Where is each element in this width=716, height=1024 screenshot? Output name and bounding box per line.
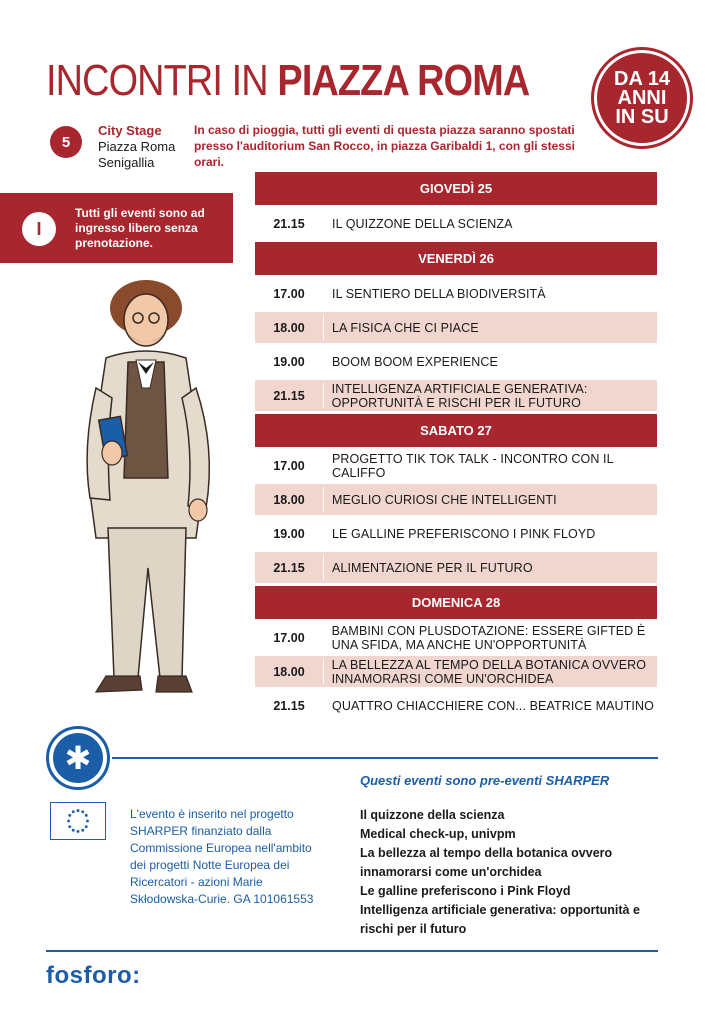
age-line-2: ANNI (617, 86, 667, 109)
pre-event-item: La bellezza al tempo della botanica ovvero innamorarsi come un'orchidea (360, 846, 613, 879)
divider-top (112, 757, 658, 759)
title-thin: INCONTRI IN (46, 56, 278, 105)
event-time: 17.00 (273, 286, 305, 301)
day-header: GIOVEDÌ 25 (255, 172, 657, 205)
pre-event-item: Medical check-up, univpm (360, 827, 516, 841)
event-title: IL SENTIERO DELLA BIODIVERSITÀ (332, 286, 546, 301)
event-title: LA FISICA CHE CI PIACE (332, 320, 479, 335)
scientist-illustration-icon (66, 278, 236, 708)
event-title: BAMBINI CON PLUSDOTAZIONE: ESSERE GIFTED È UNA SFIDA, MA ANCHE UN'OPPORTUNITÀ (331, 623, 646, 652)
event-time: 21.15 (273, 560, 305, 575)
info-icon: I (22, 212, 56, 246)
event-row (255, 687, 657, 721)
event-time: 17.00 (273, 458, 305, 473)
schedule-table (255, 172, 657, 721)
event-time: 21.15 (273, 698, 305, 713)
event-title: INTELLIGENZA ARTIFICIALE GENERATIVA: OPPORTUNITÀ E RISCHI PER IL FUTURO (331, 381, 588, 410)
pre-events-title: Questi eventi sono pre-eventi SHARPER (360, 773, 610, 788)
pre-events-list (360, 806, 660, 939)
event-title: LA BELLEZZA AL TEMPO DELLA BOTANICA OVVERO INNAMORARSI COME UN'ORCHIDEA (331, 657, 647, 686)
age-line-1: DA 14 (614, 67, 670, 90)
event-time: 18.00 (273, 492, 305, 507)
location-number-badge: 5 (50, 126, 82, 158)
event-time: 19.00 (273, 526, 305, 541)
page-title (46, 56, 529, 106)
event-time: 17.00 (273, 630, 305, 645)
day-header: SABATO 27 (255, 414, 657, 447)
stage-name: City Stage (98, 123, 162, 138)
event-time: 19.00 (273, 354, 305, 369)
event-row (255, 515, 657, 549)
event-row (255, 343, 657, 377)
location-info (98, 123, 175, 171)
square-name: Piazza Roma (98, 139, 176, 154)
eu-flag-icon (50, 802, 106, 840)
event-title: LE GALLINE PREFERISCONO I PINK FLOYD (332, 526, 596, 541)
event-time: 21.15 (273, 388, 305, 403)
event-time: 21.15 (273, 216, 305, 231)
day-header: VENERDÌ 26 (255, 242, 657, 275)
event-title: MEGLIO CURIOSI CHE INTELLIGENTI (332, 492, 557, 507)
title-bold: PIAZZA ROMA (277, 56, 530, 105)
event-row (255, 377, 657, 411)
rain-note: In caso di pioggia, tutti gli eventi di questa piazza saranno spostati presso l'auditorium San Rocco, in piazza Garibaldi 1, con gli stessi orari. (194, 123, 575, 169)
event-row (255, 205, 657, 239)
day-header: DOMENICA 28 (255, 586, 657, 619)
age-badge (594, 50, 690, 146)
divider-bottom (46, 950, 658, 952)
event-time: 18.00 (273, 664, 305, 679)
event-row (255, 619, 657, 653)
event-title: IL QUIZZONE DELLA SCIENZA (332, 216, 513, 231)
event-title: QUATTRO CHIACCHIERE CON... BEATRICE MAUTINO (332, 698, 654, 713)
event-row (255, 481, 657, 515)
sharper-snowflake-icon: ✱ (46, 726, 110, 790)
event-title: ALIMENTAZIONE PER IL FUTURO (332, 560, 533, 575)
event-title: PROGETTO TIK TOK TALK - INCONTRO CON IL CALIFFO (331, 451, 614, 480)
pre-event-item: Intelligenza artificiale generativa: opportunità e rischi per il futuro (360, 903, 640, 936)
city-name: Senigallia (98, 155, 155, 170)
event-row (255, 447, 657, 481)
event-row (255, 275, 657, 309)
event-time: 18.00 (273, 320, 305, 335)
event-row (255, 549, 657, 583)
fosforo-logo: fosforo: (46, 962, 141, 989)
event-row (255, 309, 657, 343)
pre-event-item: Il quizzone della scienza (360, 808, 505, 822)
event-row (255, 653, 657, 687)
event-title: BOOM BOOM EXPERIENCE (332, 354, 498, 369)
info-text: Tutti gli eventi sono ad ingresso libero senza prenotazione. (75, 206, 205, 250)
age-line-3: IN SU (615, 105, 669, 128)
eu-funding-text: L'evento è inserito nel progetto SHARPER finanziato dalla Commissione Europea nell'ambito dei progetti Notte Europea dei Ricercatori - azioni Marie Skłodowska-Curie. GA 101061553 (130, 807, 314, 906)
pre-event-item: Le galline preferiscono i Pink Floyd (360, 884, 571, 898)
